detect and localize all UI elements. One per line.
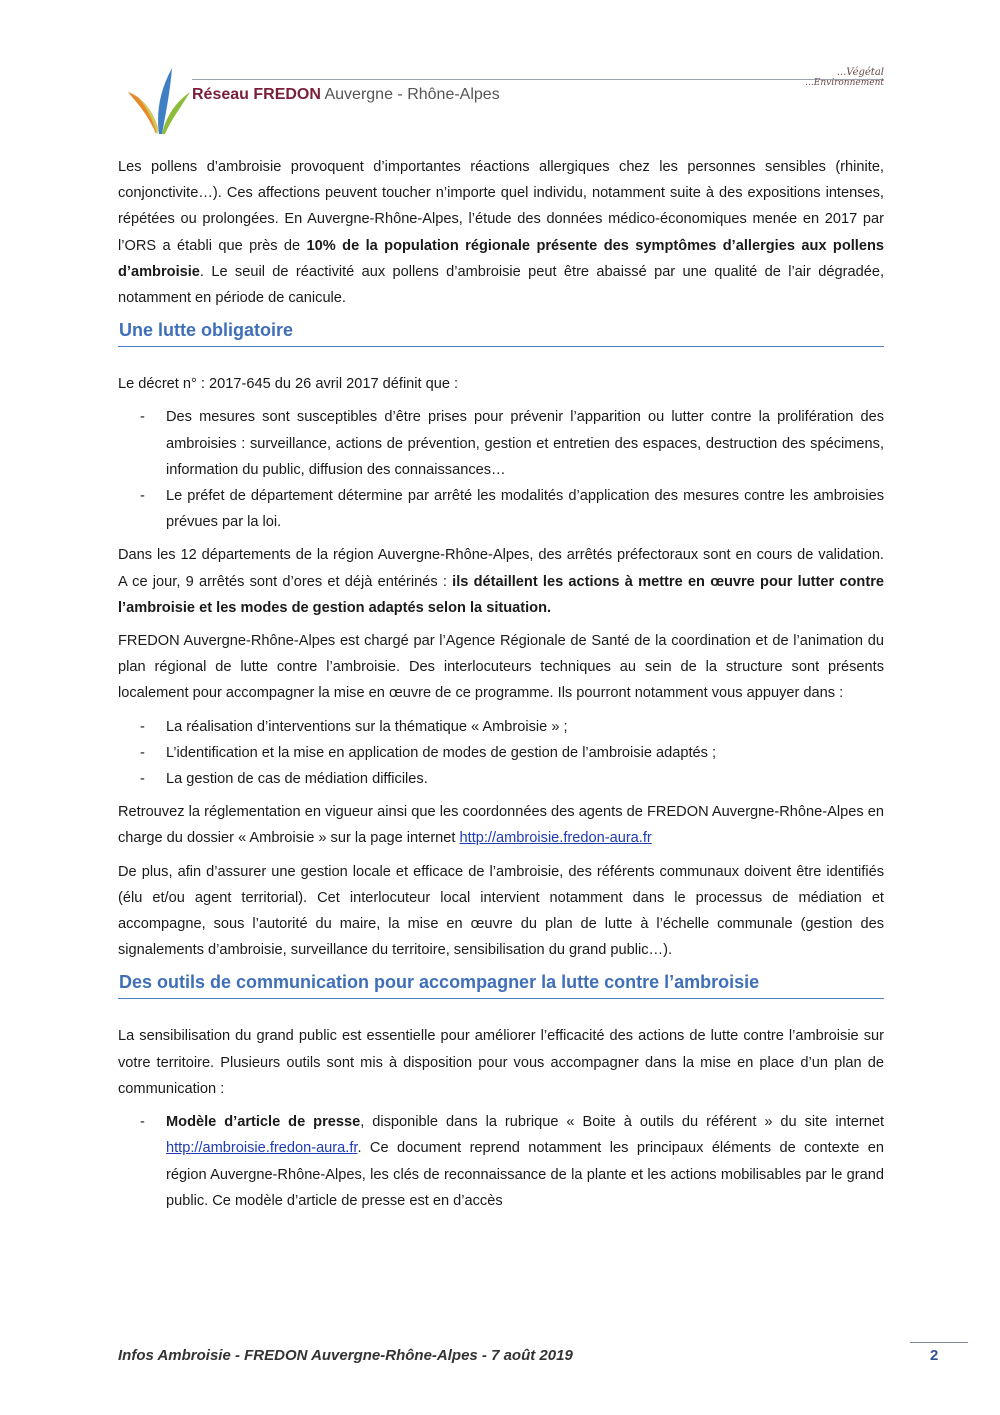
referents-paragraph: De plus, afin d’assurer une gestion locale et efficace de l’ambroisie, des référents communaux doivent être identifiés (élu et/ou agent territorial). Cet interlocuteur local intervient notamment dans le processus de médiation et accompagne, sous l’autorité du maire, la mise en œuvre du plan de lutte à l’échelle communale (gestion des signalements d’ambroisie, surveillance du territoire, sensibilisation du grand public…). (118, 863, 884, 959)
fredon-leaf-logo-icon (126, 62, 192, 136)
list-item: - Des mesures sont susceptibles d’être prises pour prévenir l’apparition ou lutter contre la prolifération des ambroisies : surveillance, actions de prévention, gestion et entretien des espaces, destruction des spécimens, information du public, diffusion des connaissances… (118, 404, 884, 483)
list-item: - La réalisation d’interventions sur la thématique « Ambroisie » ; (118, 714, 884, 740)
tool-text-2: . Ce document reprend notamment les principaux éléments de contexte en région Auvergne-Rhône-Alpes, les clés de reconnaissance de la plante et les actions mobilisables par le grand public. Ce modèle d’article de presse est en d’accès (166, 1140, 884, 1209)
main-content (118, 154, 884, 1221)
tool-text-1: , disponible dans la rubrique « Boite à outils du référent » du site internet (360, 1114, 884, 1131)
prefectoral-text: Dans les 12 départements de la région Auvergne-Rhône-Alpes, des arrêtés préfectoraux sont en cours de validation. A ce jour, 9 arrêtés sont d’ores et déjà entérinés : (118, 547, 884, 590)
header-rule (192, 79, 884, 80)
list-item: - Le préfet de département détermine par arrêté les modalités d’application des mesures contre les ambroisies prévues par la loi. (118, 483, 884, 535)
list-item: - L’identification et la mise en application de modes de gestion de l’ambroisie adaptés ; (118, 740, 884, 766)
footer-rule (910, 1342, 968, 1343)
ambroisie-website-link[interactable]: http://ambroisie.fredon-aura.fr (166, 1140, 358, 1157)
brand-rest: Auvergne - Rhône-Alpes (320, 86, 500, 103)
coordination-paragraph: FREDON Auvergne-Rhône-Alpes est chargé par l’Agence Régionale de Santé de la coordination et de l’animation du plan régional de lutte contre l’ambroisie. Des interlocuteurs techniques au sein de la structure sont présents localement pour accompagner la mise en œuvre de ce programme. Ils pourront notamment vous appuyer dans : (118, 633, 884, 702)
list-item: - La gestion de cas de médiation difficiles. (118, 766, 884, 792)
tools-list (118, 1109, 884, 1214)
prefectoral-paragraph (118, 542, 884, 621)
tool-title: Modèle d’article de presse (166, 1114, 361, 1131)
ambroisie-website-link[interactable]: http://ambroisie.fredon-aura.fr (459, 830, 652, 847)
decree-list (118, 404, 884, 535)
regulation-paragraph (118, 799, 884, 851)
intro-bold: 10% de la population régionale présente des symptômes d’allergies aux pollens d’ambroisie (118, 237, 885, 280)
section-title-outils-communication: Des outils de communication pour accompagner la lutte contre l’ambroisie (118, 970, 884, 999)
page-number: 2 (930, 1347, 939, 1364)
intro-paragraph (118, 154, 884, 311)
support-list (118, 714, 884, 793)
decree-intro: Le décret n° : 2017-645 du 26 avril 2017 définit que : (118, 376, 459, 393)
partner-line-2: ...Environnement (805, 78, 884, 88)
prefectoral-bold: ils détaillent les actions à mettre en œuvre pour lutter contre l’ambroisie et les modes de gestion adaptés selon la situation. (118, 573, 884, 616)
section-title-lutte-obligatoire: Une lutte obligatoire (118, 318, 884, 347)
list-item (118, 1109, 884, 1214)
partner-logo-text (805, 68, 884, 88)
awareness-paragraph: La sensibilisation du grand public est essentielle pour améliorer l’efficacité des actions de lutte contre l’ambroisie sur votre territoire. Plusieurs outils sont mis à disposition pour vous accompagner dans la mise en place d’un plan de communication : (118, 1028, 884, 1097)
intro-text-1: Les pollens d’ambroisie provoquent d’importantes réactions allergiques chez les personnes sensibles (rhinite, conjonctivite…). Ces affections peuvent toucher n’importe quel individu, notamment suite à des expositions intenses, répétées ou prolongées. En Auvergne-Rhône-Alpes, l’étude des données médico-économiques menée en 2017 par l’ORS a établi que près de (118, 159, 884, 254)
brand-bold: Réseau FREDON (192, 86, 321, 103)
partner-line-1: ...Végétal (836, 67, 884, 78)
brand-name (192, 86, 500, 104)
footer-title: Infos Ambroisie - FREDON Auvergne-Rhône-Alpes - 7 août 2019 (118, 1347, 573, 1364)
regulation-text: Retrouvez la réglementation en vigueur ainsi que les coordonnées des agents de FREDON Auvergne-Rhône-Alpes en charge du dossier « Ambroisie » sur la page internet (118, 804, 884, 847)
intro-text-2: . Le seuil de réactivité aux pollens d’ambroisie peut être abaissé par une qualité de l’air dégradée, notamment en période de canicule. (118, 263, 884, 307)
page-header (118, 58, 884, 128)
